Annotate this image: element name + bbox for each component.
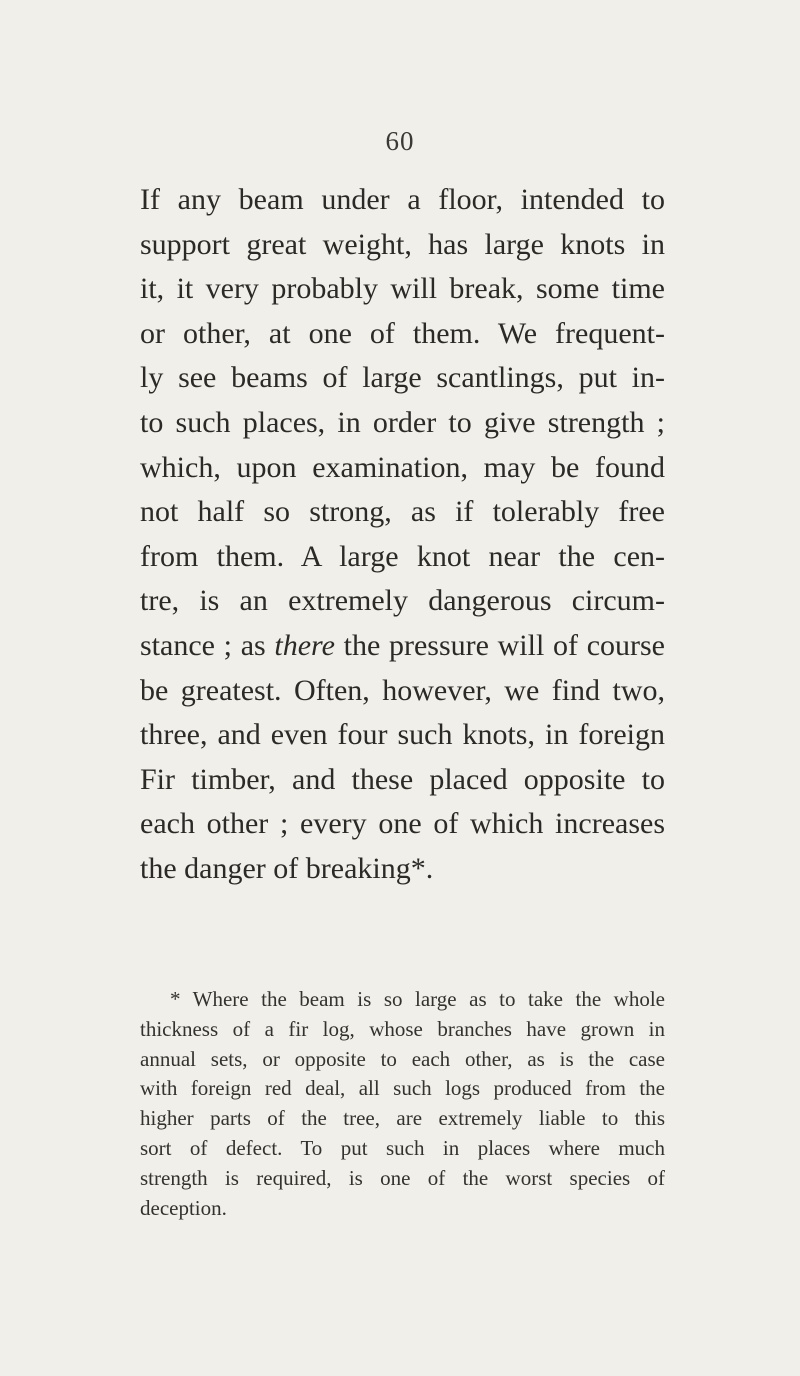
text-line: the danger of breaking*. xyxy=(140,851,434,885)
text-line: it, it very probably will break, some time xyxy=(140,272,665,306)
text-line: each other ; every one of which increases xyxy=(140,807,665,841)
text-line: ly see beams of large scantlings, put in- xyxy=(140,361,665,395)
text-line: to such places, in order to give strength ; xyxy=(140,405,665,439)
text-line: If any beam under a floor, intended to xyxy=(140,183,665,216)
footnote-line: thickness of a fir log, whose branches have grown in xyxy=(140,1016,665,1041)
text-line: which, upon examination, may be found xyxy=(140,450,665,484)
text-line: tre, is an extremely dangerous circum- xyxy=(140,584,665,618)
footnote-line: with foreign red deal, all such logs produced from the xyxy=(140,1076,665,1101)
main-paragraph xyxy=(140,178,665,892)
text-segment: the pressure will of course xyxy=(343,628,665,662)
footnote-line: * Where the beam is so large as to take the whole xyxy=(170,987,665,1011)
text-line: support great weight, has large knots in xyxy=(140,227,665,261)
footnote xyxy=(140,985,665,1223)
text-line: be greatest. Often, however, we find two, xyxy=(140,673,665,707)
text-line xyxy=(140,624,665,669)
text-line: three, and even four such knots, in foreign xyxy=(140,718,665,752)
text-line: from them. A large knot near the cen- xyxy=(140,539,665,573)
footnote-line: deception. xyxy=(140,1195,227,1220)
emphasized-word: there xyxy=(274,628,335,662)
text-line: or other, at one of them. We frequent- xyxy=(140,316,665,350)
text-segment: stance ; as xyxy=(140,628,266,662)
footnote-line: strength is required, is one of the worst species of xyxy=(140,1165,665,1190)
page-number: 60 xyxy=(385,126,415,156)
footnote-line: annual sets, or opposite to each other, as is the case xyxy=(140,1046,665,1071)
footnote-line: higher parts of the tree, are extremely liable to this xyxy=(140,1106,665,1131)
text-line: Fir timber, and these placed opposite to xyxy=(140,762,665,796)
footnote-line: sort of defect. To put such in places where much xyxy=(140,1135,665,1160)
text-line: not half so strong, as if tolerably free xyxy=(140,495,665,529)
